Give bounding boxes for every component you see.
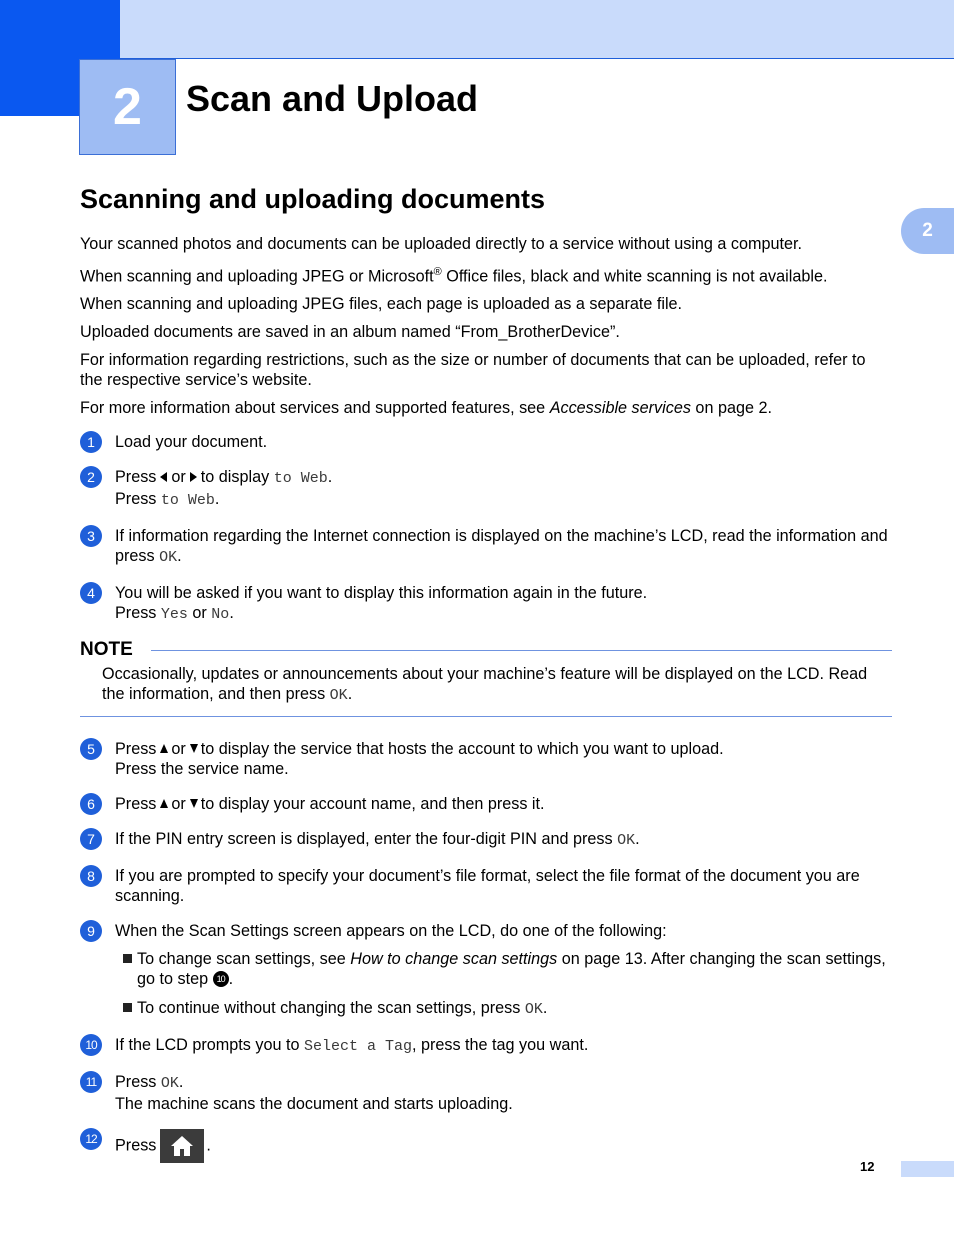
lcd-text: OK [160,1074,179,1092]
step-number: 11 [80,1071,102,1093]
bullet-item: To continue without changing the scan settings, press OK. [115,998,892,1020]
paragraph: When scanning and uploading JPEG or Microsoft® Office files, black and white scanning is not available. [80,266,828,286]
step-9: 9 When the Scan Settings screen appears on the LCD, do one of the following: To change scan settings, see How to change scan settings on page 13. After changing the scan settings, go to step 10 . To continue without changing the scan settings, press OK. [80,921,892,1019]
lcd-text: Select a Tag [303,1037,412,1055]
step-3: 3 If information regarding the Internet connection is displayed on the machine’s LCD, read the information and press OK. [80,526,892,568]
bullet-square-icon [123,954,132,963]
step-number: 6 [80,793,102,815]
step-8: 8 If you are prompted to specify your document’s file format, select the file format of the document you are scanning. [80,866,892,906]
lcd-text: OK [617,832,636,850]
step-6: 6 Press or to display your account name, and then press it. [80,794,892,814]
paragraph: When scanning and uploading JPEG files, each page is uploaded as a separate file. [80,295,683,314]
paragraph: For more information about services and supported features, see Accessible services on page 2. [80,399,772,418]
paragraph: Your scanned photos and documents can be uploaded directly to a service without using a computer. [80,235,803,253]
chapter-number: 2 [79,59,176,155]
header-band [0,0,954,59]
scan-settings-link[interactable]: How to change scan settings [350,950,558,969]
note-heading: NOTE [80,639,133,661]
step-2: 2 Press or to display to Web. Press to Web. [80,467,892,511]
bullet-square-icon [123,1003,132,1012]
step-number: 7 [80,828,102,850]
divider [151,650,892,651]
step-number: 2 [80,466,102,488]
lcd-text: OK [159,549,178,567]
page-number-bar [901,1161,954,1177]
chapter-side-tab[interactable]: 2 [901,208,954,254]
paragraph: For information regarding restrictions, such as the size or number of documents that can be uploaded, refer to the respective service’s website. [80,351,866,390]
step-number: 8 [80,865,102,887]
lcd-text: OK [329,687,348,705]
step-12: 12 Press . [80,1129,892,1163]
down-arrow-icon [190,744,198,753]
step-number: 9 [80,920,102,942]
steps-list [80,432,892,1162]
lcd-text: No [211,606,230,624]
paragraph: Uploaded documents are saved in an album named “From_BrotherDevice”. [80,323,620,342]
step-number: 5 [80,738,102,760]
chapter-title: Scan and Upload [186,78,479,119]
step-number: 10 [80,1034,102,1056]
bullet-item: To change scan settings, see How to change scan settings on page 13. After changing the scan settings, go to step 10 . [115,949,892,989]
step-number: 3 [80,525,102,547]
step-number: 12 [80,1128,102,1150]
right-arrow-icon [190,472,197,482]
section-title: Scanning and uploading documents [80,184,546,214]
home-button[interactable] [160,1129,204,1163]
step-10: 10 If the LCD prompts you to Select a Tag, press the tag you want. [80,1035,892,1057]
step-4: 4 You will be asked if you want to display this information again in the future. Press Yes or No. [80,583,892,625]
home-icon [170,1135,194,1157]
note-body: Occasionally, updates or announcements about your machine’s feature will be displayed on the LCD. Read the information, and then press OK. [102,665,868,705]
up-arrow-icon [160,799,168,808]
step-ref-badge: 10 [213,971,229,987]
lcd-text: Yes [160,606,188,624]
down-arrow-icon [190,799,198,808]
page-number: 12 [860,1159,875,1174]
step-1: 1 Load your document. [80,432,892,452]
main-content [80,234,892,1178]
left-arrow-icon [160,472,167,482]
up-arrow-icon [160,744,168,753]
registered-mark: ® [433,266,442,278]
note-box [80,640,892,717]
accessible-services-link[interactable]: Accessible services [549,399,691,418]
step-number: 1 [80,431,102,453]
lcd-text: OK [524,1000,543,1018]
step-7: 7 If the PIN entry screen is displayed, enter the four-digit PIN and press OK. [80,829,892,851]
step-11: 11 Press OK. The machine scans the document and starts uploading. [80,1072,892,1114]
step-5: 5 Press or to display the service that hosts the account to which you want to upload. Press the service name. [80,739,892,779]
lcd-text: to Web [160,492,215,510]
lcd-text: to Web [273,470,328,488]
step-number: 4 [80,582,102,604]
